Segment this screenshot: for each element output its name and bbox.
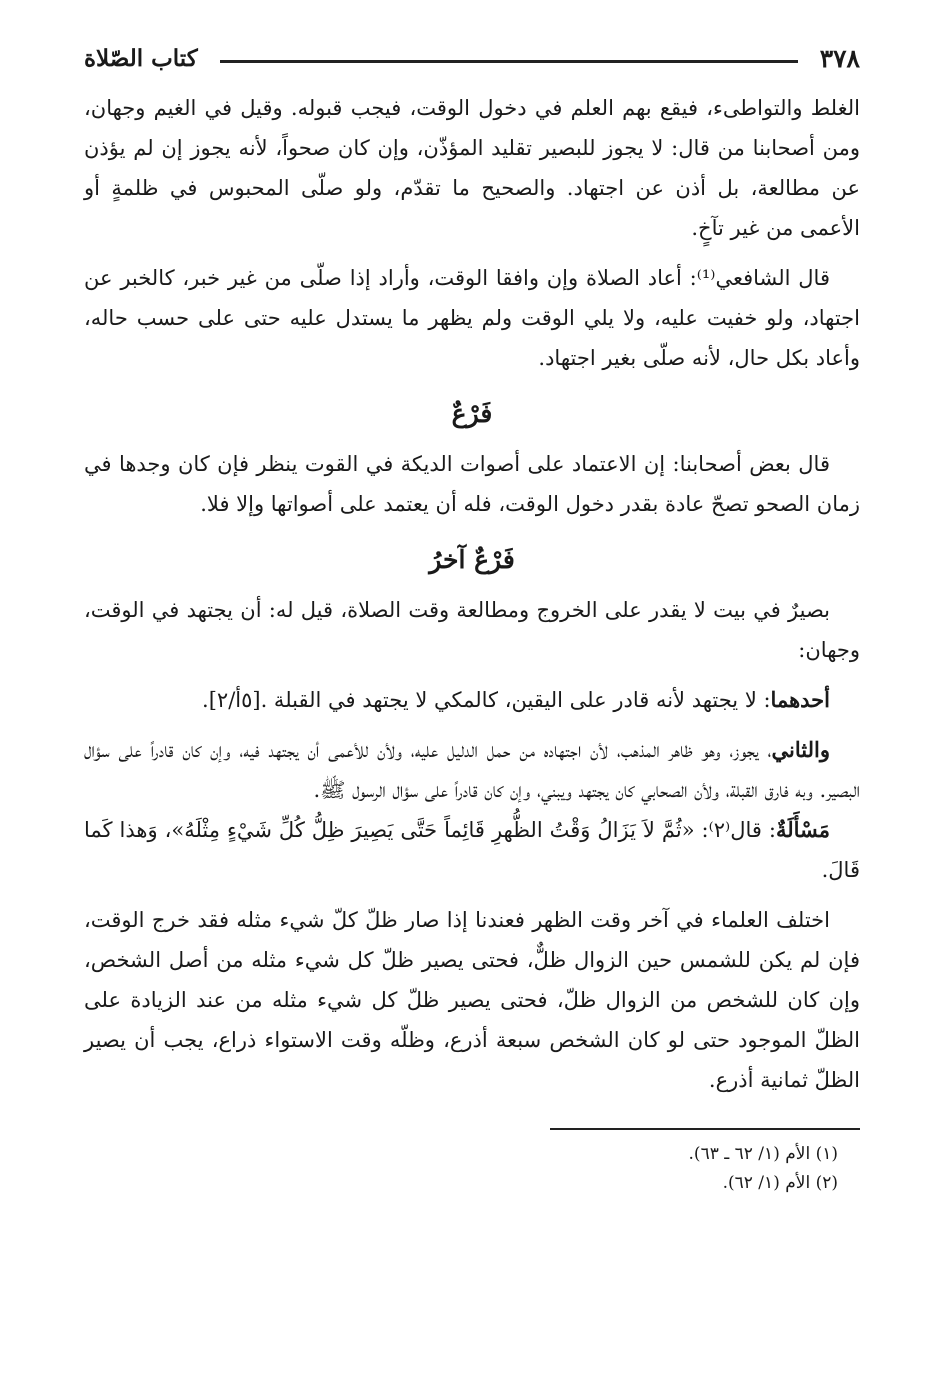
running-header (84, 38, 860, 78)
paragraph-6-lead: والثاني (771, 737, 830, 762)
book-title: كتاب الصّلاة (84, 44, 198, 72)
paragraph-8: اختلف العلماء في آخر وقت الظهر فعندنا إذا صار ظلّ كلّ شيء مثله فقد خرج الوقت، فإن لم يكن للشمس حين الزوال ظلٌّ، فحتى يصير ظلّ كل شيء مثله من أصل الشخص، وإن كان للشخص من الزوال ظلّ، فحتى يصير ظلّ كل شيء مثله من عند الزيادة على الظلّ الموجود حتى لو كان الشخص سبعة أذرع، وظلّه وقت الاستواء ذراع، يجب أن يصير الظلّ ثمانية أذرع. (84, 908, 860, 1092)
paragraph-3: قال بعض أصحابنا: إن الاعتماد على أصوات الديكة في القوت ينظر فإن كان وجدها في زمان الصحو تصحّ عادة بقدر دخول الوقت، فله أن يعتمد على أصواتها وإلا فلا. (84, 452, 860, 516)
paragraph-5-lead: أحدهما (770, 687, 830, 712)
paragraph-1: الغلط والتواطىء، فيقع بهم العلم في دخول الوقت، فيجب قبوله. وقيل في الغيم وجهان، ومن أصحابنا من قال: لا يجوز للبصير تقليد المؤذّن، وإن كان صحواً، لأنه يجوز إن لم يؤذن عن مطالعة، بل أذن عن اجتهاد. والصحيح ما تقدّم، ولو صلّى المحبوس في ظلمةٍ أو الأعمى من غير تآخٍ. (84, 96, 860, 240)
page-number: ٣٧٨ (819, 43, 860, 73)
paragraph-7-lead: مَسْأَلَةٌ (775, 817, 830, 842)
paragraph-6-text: ، يجوز، وهو ظاهر المذهب، لأن اجتهاده من حمل الدليل عليه، ولأن للأعمى أن يجتهد فيه، وإن كان قادراً على سؤال البصير. وبه فارق القبلة، ولأن الصحابي كان يجتهد ويبني، وإن كان قادراً على سؤال الرسول ﷺ. (84, 738, 860, 802)
section-heading-far: فَرْعٌ (451, 399, 493, 428)
paragraph-5 (84, 680, 860, 720)
footnote-2: (٢) الأم (١/ ٦٢). (722, 1173, 838, 1193)
footnote-rule (550, 1128, 860, 1130)
paragraph-7-text: : قال⁽٢⁾: «ثُمَّ لاَ يَزَالُ وَقْتُ الظُّهرِ قَائِماً حَتَّى يَصِيرَ ظِلُّ كُلِّ شَيْءٍ مِثْلَهُ»، وَهذا كَما قَالَ. (84, 818, 860, 882)
footnote-1: (١) الأم (١/ ٦٢ ـ ٦٣). (688, 1144, 838, 1164)
section-heading-far-akhar: فَرْعٌ آخرُ (429, 545, 515, 574)
paragraph-2: قال الشافعي⁽¹⁾: أعاد الصلاة وإن وافقا الوقت، وأراد إذا صلّى من غير خبر، كالخبر عن اجتهاد، ولو خفيت عليه، ولا يلي الوقت ولم يظهر ما يستدل عليه حتى على حسب حاله، وأعاد بكل حال، لأنه صلّى بغير اجتهاد. (84, 266, 860, 370)
paragraph-7 (84, 810, 860, 890)
paragraph-5-text: : لا يجتهد لأنه قادر على اليقين، كالمكي لا يجتهد في القبلة .[٥أ/٢]. (202, 688, 771, 712)
paragraph-4: بصيرٌ في بيت لا يقدر على الخروج ومطالعة وقت الصلاة، قيل له: أن يجتهد في الوقت، وجهان: (84, 598, 860, 662)
paragraph-6 (84, 730, 860, 810)
header-rule (220, 60, 798, 63)
